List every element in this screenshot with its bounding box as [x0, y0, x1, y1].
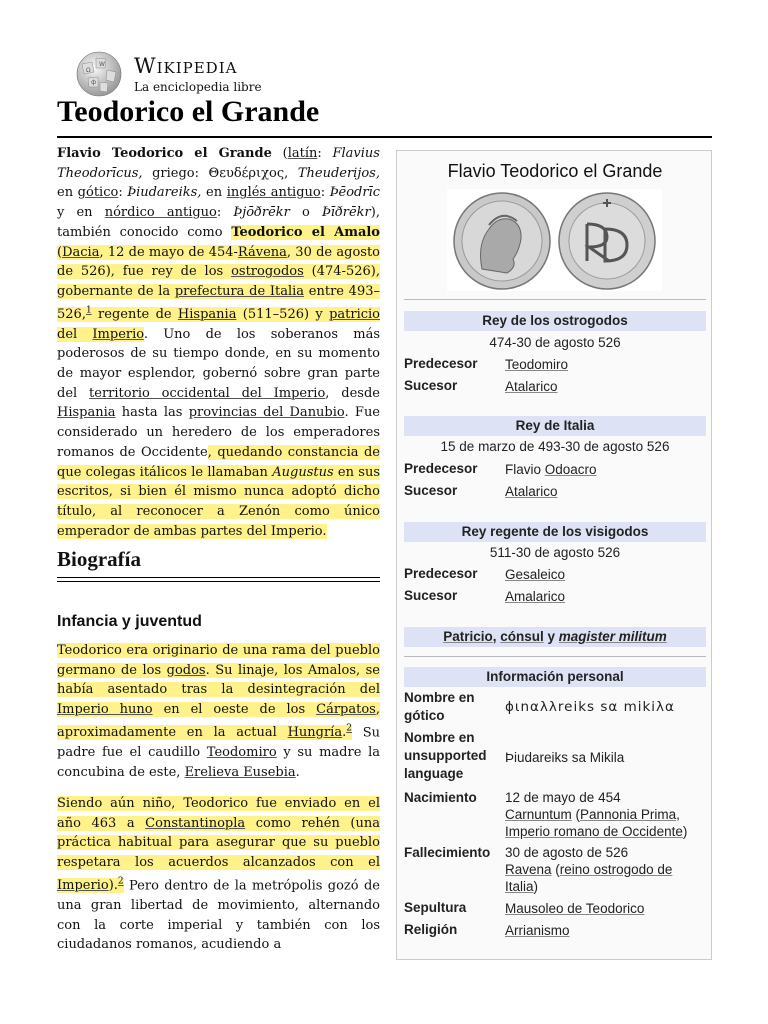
subsection-heading-infancia: Infancia y juventud [57, 613, 202, 630]
birth-value: 12 de mayo de 454 Carnuntum (Pannonia Prima, Imperio romano de Occidente) [505, 790, 688, 839]
lead-paragraph: Flavio Teodorico el Grande (latín: Flavius Theodorīcus, griego: Θευδέριχος, Theuderijos, en gótico: Þiudareiks, en inglés antiguo: Þēodrīc y en nórdico antiguo: Þjōðrēkr o Þīðrēkr), también conocido como Teodorico el Amalo (Dacia, 12 de mayo de 454-Rávena, 30 de agosto de 526), fue rey de los ostrogodos (474-526), gobernante de la prefectura de Italia entre 493–526,$^1$ regente de Hispania (511–526) y patricio del Imperio. Uno de los soberanos más poderosos de su tiempo donde, en su momento de mayor esplendor, gobernó sobre gran parte del territorio occidental del Imperio, desde Hispania hasta las provincias del Danubio. Fue considerado un heredero de los emperadores romanos de Occidente, quedando constancia de que colegas itálicos le llamaban Augustus en sus escritos, si bien él mismo nunca adoptó dicho título, al reconocer a Zenón como único emperador de ambas partes del Imperio. [57, 146, 381, 539]
link-gotico[interactable]: gótico [77, 185, 119, 201]
link-mausoleo[interactable]: Mausoleo de Teodorico [505, 901, 645, 916]
section-heading-biografia: Biografía [57, 547, 141, 571]
label-nombre-gotico: Nombre en gótico [404, 690, 475, 723]
unsupported-name-value: Þiudareiks sa Mikila [505, 750, 625, 765]
infobox-divider [404, 299, 706, 300]
link-imperio-occidente[interactable]: Imperio romano de Occidente [505, 824, 683, 839]
link-teodomiro-infobox[interactable]: Teodomiro [505, 357, 569, 372]
predecessor-odoacro: Flavio Odoacro [505, 462, 597, 477]
wikipedia-wordmark[interactable]: Wikipedia [134, 54, 238, 78]
link-pannonia-prima[interactable]: Pannonia Prima [580, 807, 677, 822]
link-imperio[interactable]: Imperio [92, 326, 144, 342]
svg-text:W: W [99, 61, 105, 68]
link-godos[interactable]: godos [166, 662, 206, 678]
section-header-patricio: Patricio, cónsul y magister militum [404, 627, 706, 647]
link-carnuntum[interactable]: Carnuntum [505, 807, 572, 822]
link-ostrogodos[interactable]: ostrogodos [231, 264, 304, 280]
svg-text:Ω: Ω [86, 67, 91, 74]
link-gesaleico[interactable]: Gesaleico [505, 567, 566, 582]
label-religion: Religión [404, 922, 458, 937]
ref-2b[interactable]: 2 [117, 876, 124, 887]
label-sepultura: Sepultura [404, 900, 467, 915]
label-nombre-unsupported: Nombre en unsupported language [404, 730, 487, 781]
link-atalarico-2[interactable]: Atalarico [505, 484, 558, 499]
ref-1[interactable]: 1 [85, 305, 92, 316]
label-sucesor: Sucesor [404, 378, 458, 393]
link-ravena[interactable]: Rávena [237, 244, 287, 260]
page-title: Teodorico el Grande [57, 95, 320, 128]
link-odoacro[interactable]: Odoacro [544, 462, 597, 477]
death-value: 30 de agosto de 526 Ravena (reino ostrogodo de Italia) [505, 845, 673, 894]
link-constantinopla[interactable]: Constantinopla [145, 815, 246, 831]
link-consul[interactable]: cónsul [500, 629, 544, 644]
link-italia[interactable]: Italia [505, 879, 534, 894]
link-carpatos[interactable]: Cárpatos [316, 702, 376, 718]
coin-image[interactable] [447, 189, 662, 291]
link-nordico-antiguo[interactable]: nórdico antiguo [104, 205, 217, 221]
section-header-rey-visigodos: Rey regente de los visigodos [404, 522, 706, 542]
reign-dates-italia: 15 de marzo de 493-30 de agosto 526 [440, 439, 670, 454]
section-header-rey-italia: Rey de Italia [404, 416, 706, 436]
label-predecesor: Predecesor [404, 356, 478, 371]
svg-text:ф: ф [91, 79, 97, 86]
link-magister-militum[interactable]: magister militum [558, 629, 667, 644]
lead-bold-name: Flavio Teodorico el Grande [57, 146, 272, 161]
label-nacimiento: Nacimiento [404, 790, 477, 805]
label-predecesor-2: Predecesor [404, 461, 478, 476]
link-hungria[interactable]: Hungría [287, 725, 343, 741]
infobox-title: Flavio Teodorico el Grande [447, 161, 663, 181]
link-provincias-danubio[interactable]: provincias del Danubio [188, 405, 345, 421]
link-prefectura-italia[interactable]: prefectura de Italia [174, 283, 305, 299]
link-amalarico[interactable]: Amalarico [505, 589, 566, 604]
reign-dates-ostrogodos: 474-30 de agosto 526 [489, 335, 621, 350]
link-patricio[interactable]: patricio [329, 306, 380, 322]
section-header-rey-ostrogodos: Rey de los ostrogodos [404, 311, 706, 331]
section-rule-1 [57, 577, 380, 578]
reign-dates-visigodos: 511-30 de agosto 526 [489, 545, 621, 560]
title-divider [57, 136, 712, 138]
paragraph-infancia-1: Teodorico era originario de una rama del pueblo germano de los godos. Su linaje, los Amalos, se había asentado tras la desintegración del Imperio huno en el oeste de los Cárpatos, aproximadamente en la actual Hungría.$^2$ Su padre fue el caudillo Teodomiro y su madre la concubina de este, Erelieva Eusebia. [57, 643, 380, 780]
section-header-informacion-personal: Información personal [404, 667, 706, 687]
link-atalarico[interactable]: Atalarico [505, 379, 558, 394]
link-arrianismo[interactable]: Arrianismo [505, 923, 570, 938]
link-hispania-2[interactable]: Hispania [57, 405, 116, 421]
link-reino-ostrogodo[interactable]: reino ostrogodo de [559, 862, 673, 877]
link-hispania[interactable]: Hispania [177, 306, 237, 322]
wikipedia-tagline: La enciclopedia libre [134, 80, 262, 94]
ref-2[interactable]: 2 [346, 723, 352, 734]
link-ingles-antiguo[interactable]: inglés antiguo [226, 185, 321, 201]
link-territorio-occidental[interactable]: territorio occidental del Imperio [89, 385, 326, 401]
label-predecesor-3: Predecesor [404, 566, 478, 581]
link-ravena-infobox[interactable]: Ravena [505, 862, 552, 877]
link-teodomiro[interactable]: Teodomiro [206, 744, 277, 760]
infobox-divider-2 [404, 656, 706, 657]
link-erelieva-eusebia[interactable]: Erelieva Eusebia [184, 764, 296, 780]
label-fallecimiento: Fallecimiento [404, 845, 491, 860]
link-dacia[interactable]: Dacia [62, 244, 100, 260]
link-imperio-2[interactable]: Imperio [57, 878, 109, 894]
link-patricio-infobox[interactable]: Patricio [443, 629, 493, 644]
section-rule-2 [57, 581, 380, 582]
wikipedia-globe-logo[interactable] [74, 50, 124, 98]
gothic-name-value: ϕιnαλλreiks sα mikiλα [505, 699, 675, 715]
infobox [396, 150, 712, 960]
link-latin[interactable]: latín [287, 146, 318, 161]
link-imperio-huno[interactable]: Imperio huno [57, 702, 153, 718]
paragraph-infancia-2: Siendo aún niño, Teodorico fue enviado en el año 463 a Constantinopla como rehén (una práctica habitual para asegurar que su pueblo respetara los acuerdos alcanzados con el Imperio).$^2$ Pero dentro de la metrópolis gozó de una gran libertad de movimiento, alternando con la corte imperial y también con los ciudadanos romanos, acudiendo a [57, 796, 380, 953]
label-sucesor-3: Sucesor [404, 588, 458, 603]
label-sucesor-2: Sucesor [404, 483, 458, 498]
